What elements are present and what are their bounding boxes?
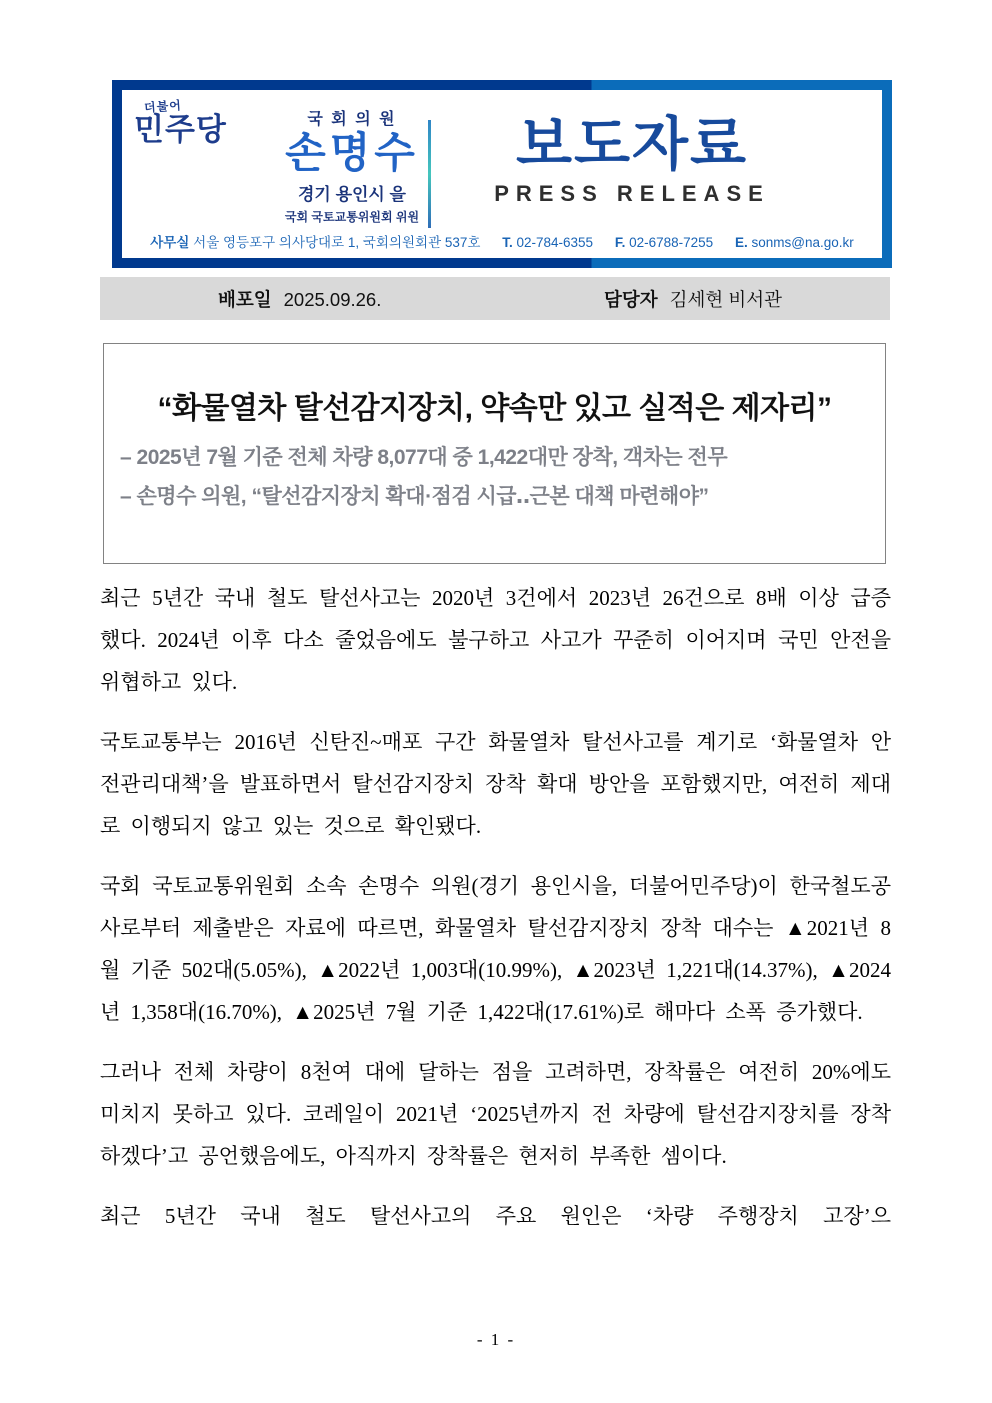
body-paragraph-1: 최근 5년간 국내 철도 탈선사고는 2020년 3건에서 2023년 26건으로 8배 이상 급증했다. 2024년 이후 다소 줄었음에도 불구하고 사고가 꾸준히 이어지며 국민 안전을 위협하고 있다. [100,586,891,694]
meta-bar [100,277,890,320]
body-paragraph-5: 최근 5년간 국내 철도 탈선사고의 주요 원인은 ‘차량 주행장치 고장’으 [100,1204,891,1228]
release-date-label: 배포일 [218,289,272,310]
contact-email [735,235,854,250]
body-paragraph-3: 국회 국토교통위원회 소속 손명수 의원(경기 용인시을, 더불어민주당)이 한국철도공사로부터 제출받은 자료에 따르면, 화물열차 탈선감지장치 장착 대수는 ▲2021년 8월 기준 502대(5.05%), ▲2022년 1,003대(10.99%), ▲2023년 1,221대(14.37%), ▲2024년 1,358대(16.70%), ▲2025년 7월 기준 1,422대(17.61%)로 해마다 소폭 증가했다. [100,874,891,1024]
contact-office-label: 사무실 [150,235,190,250]
member-committee: 국회 국토교통위원회 위원 [284,210,420,225]
press-release-title-ko: 보도자료 [515,112,749,177]
page-number: - 1 - [476,1330,516,1349]
member-block [252,106,452,225]
contact-tel-label: T. [502,235,513,250]
body-paragraph-4: 그러나 전체 차량이 8천여 대에 달하는 점을 고려하면, 장착률은 여전히 20%에도 미치지 못하고 있다. 코레일이 2021년 ‘2025년까지 전 차량에 탈선감지장치를 장착하겠다’고 공언했음에도, 아직까지 장착률은 현저히 부족한 셈이다. [100,1060,891,1168]
press-release-title-en: PRESS RELEASE [494,181,770,206]
contact-office [150,235,480,250]
contact-tel [502,235,593,250]
contact-fax-label: F. [614,235,626,250]
contact-office-value: 서울 영등포구 의사당대로 1, 국회의원회관 537호 [193,235,481,250]
party-logo [134,96,227,145]
document-body [100,577,891,1237]
member-role: 국 회 의 원 [307,111,397,128]
contact-line [122,231,882,251]
headline-box [103,343,886,564]
headline-title: “화물열차 탈선감지장치, 약속만 있고 실적은 제자리” [157,392,832,425]
release-date-value: 2025.09.26. [283,289,382,310]
member-name: 손명수 [285,129,419,176]
contact-fax [615,235,713,250]
party-logo-top-text: 더불어 [143,98,183,115]
release-date [218,286,381,312]
letterhead [122,90,882,258]
contact-fax-value: 02-6788-7255 [629,235,714,250]
contact-person-label: 담당자 [604,289,658,310]
body-paragraph-2: 국토교통부는 2016년 신탄진~매포 구간 화물열차 탈선사고를 계기로 ‘화물열차 안전관리대책’을 발표하면서 탈선감지장치 장착 확대 방안을 포함했지만, 여전히 제대로 이행되지 않고 있는 것으로 확인됐다. [100,730,891,838]
contact-person-value: 김세현 비서관 [669,289,782,310]
letterhead-frame [112,80,892,268]
header-divider [428,120,431,228]
contact-email-label: E. [734,235,748,250]
contact-tel-value: 02-784-6355 [516,235,594,250]
headline-subtitle-2: – 손명수 의원, “탈선감지장치 확대·점검 시급‥근본 대책 마련해야” [120,485,709,508]
contact-email-value: sonms@na.go.kr [751,235,854,250]
press-release-block [442,112,822,207]
headline-subtitle-1: – 2025년 7월 기준 전체 차량 8,077대 중 1,422대만 장착, 객차는 전무 [120,446,728,469]
contact-person [604,286,782,312]
party-logo-main-text: 민주당 [134,112,227,147]
member-district: 경기 용인시 을 [298,185,406,205]
